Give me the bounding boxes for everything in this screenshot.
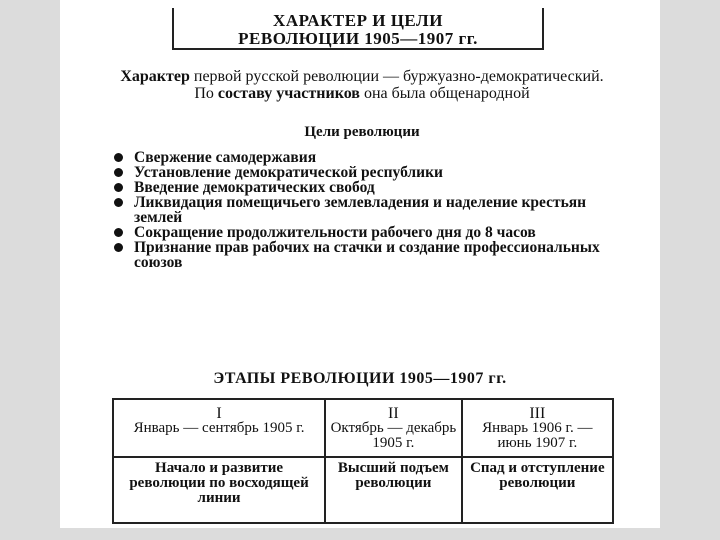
goal-text: Свержение самодержавия xyxy=(134,149,317,166)
stage-period: Январь 1906 г. — июнь 1907 г. xyxy=(482,420,593,451)
page-title xyxy=(172,8,544,50)
goal-text: Установление демократической республики xyxy=(134,164,443,181)
intro-emphasis: составу участников xyxy=(217,85,360,102)
title-line-2: РЕВОЛЮЦИИ 1905—1907 гг. xyxy=(238,29,478,48)
intro-paragraph xyxy=(112,68,612,102)
stage-number: II xyxy=(388,405,399,422)
intro-text-2: она была общенародной xyxy=(359,85,530,102)
goal-item xyxy=(112,195,612,225)
bullet-icon xyxy=(114,228,123,237)
stages-heading: ЭТАПЫ РЕВОЛЮЦИИ 1905—1907 гг. xyxy=(213,370,507,387)
stage-cell xyxy=(113,399,325,457)
stage-cell xyxy=(325,399,462,457)
stage-description: Высший подъем революции xyxy=(325,457,462,523)
goal-text: Ликвидация помещичьего землевладения и наделение крестьян землей xyxy=(134,194,587,226)
right-margin xyxy=(660,0,720,540)
goal-item xyxy=(112,240,612,270)
bullet-icon xyxy=(114,198,123,207)
bullet-icon xyxy=(114,153,123,162)
title-line-1: ХАРАКТЕР И ЦЕЛИ xyxy=(273,11,443,30)
goal-item xyxy=(112,150,612,165)
left-margin xyxy=(0,0,60,540)
goals-heading: Цели революции xyxy=(304,124,420,140)
goal-item xyxy=(112,225,612,240)
stage-number: III xyxy=(529,405,546,422)
goals-list xyxy=(112,150,612,270)
goal-item xyxy=(112,180,612,195)
bullet-icon xyxy=(114,243,123,252)
document-page xyxy=(60,0,660,528)
goal-item xyxy=(112,165,612,180)
stages-header-row xyxy=(113,399,613,457)
bullet-icon xyxy=(114,183,123,192)
intro-text-1: первой русской революции — буржуазно-демократический. По xyxy=(189,68,604,102)
stage-description: Начало и развитие революции по восходящей линии xyxy=(113,457,325,523)
stage-period: Октябрь — декабрь 1905 г. xyxy=(330,420,457,451)
bottom-margin xyxy=(0,528,720,540)
goal-text: Сокращение продолжительности рабочего дня до 8 часов xyxy=(134,224,536,241)
bullet-icon xyxy=(114,168,123,177)
intro-lead: Характер xyxy=(120,68,190,85)
stage-period: Январь — сентябрь 1905 г. xyxy=(133,420,305,436)
goal-text: Введение демократических свобод xyxy=(134,179,375,196)
stage-cell xyxy=(462,399,613,457)
stage-description: Спад и отступление революции xyxy=(462,457,613,523)
stages-description-row xyxy=(113,457,613,523)
stage-number: I xyxy=(216,405,222,422)
stages-table xyxy=(112,398,614,524)
goal-text: Признание прав рабочих на стачки и создание профессиональных союзов xyxy=(134,239,600,271)
